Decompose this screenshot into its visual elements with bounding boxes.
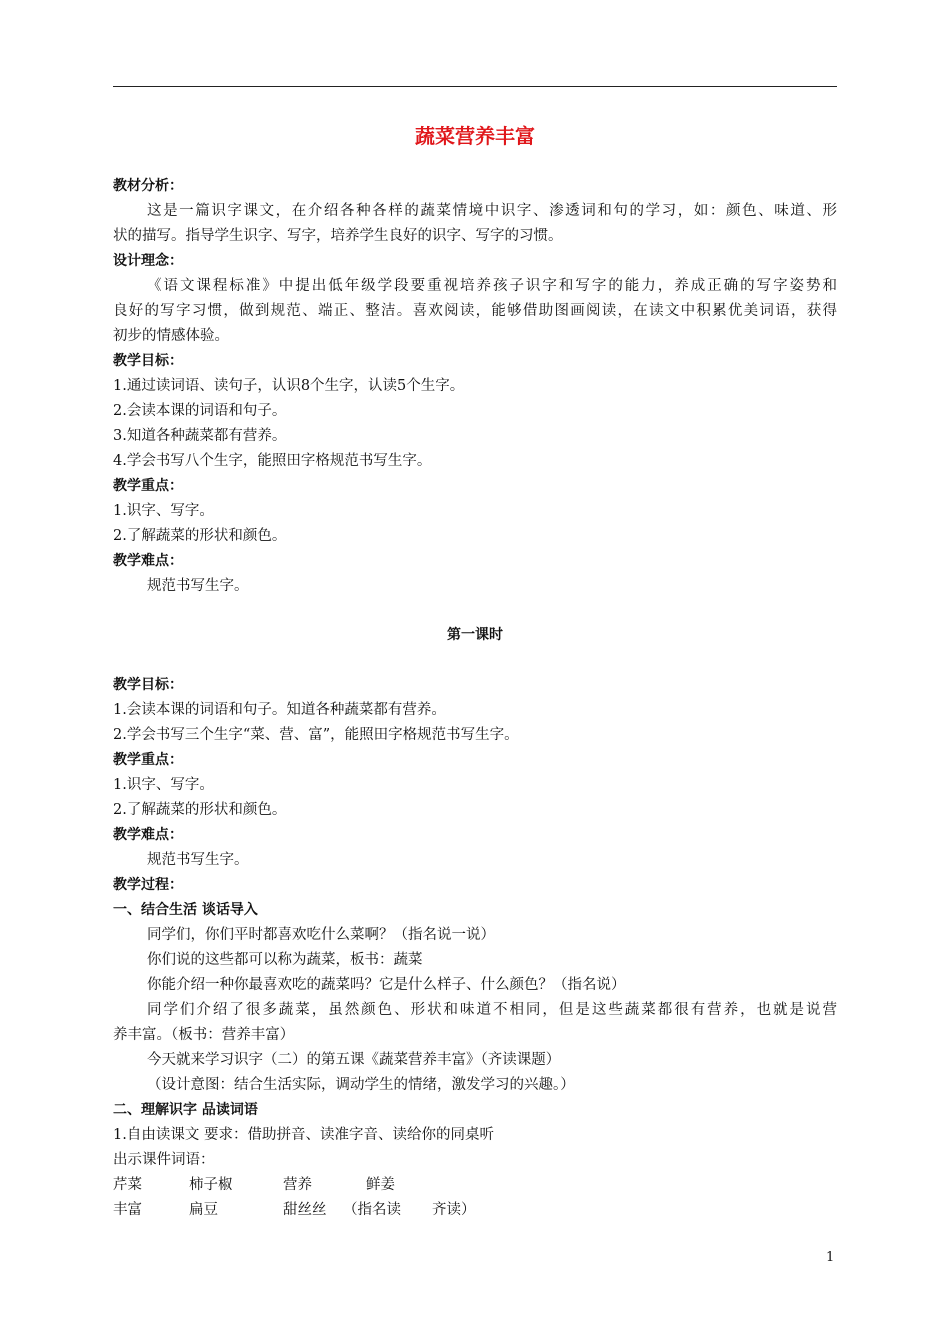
page-title: 蔬菜营养丰富 [415,124,535,148]
difficulty-heading: 教学难点： [113,553,183,569]
lesson-focus-heading: 教学重点： [113,752,183,768]
concept-line-3: 初步的情感体验。 [113,328,229,344]
concept-line-1: 《语文课程标准》中提出低年级学段要重视培养孩子识字和写字的能力，养成正确的写字姿势和 [147,278,837,294]
lesson-focus-item: 1.识字、写字。 [113,777,214,793]
concept-heading: 设计理念： [113,253,183,269]
part1-line: 同学们，你们平时都喜欢吃什么菜啊？（指名说一说） [147,927,495,943]
page-number: 1 [826,1250,835,1265]
word-item: （指名读 [343,1202,401,1218]
part1-line: 同学们介绍了很多蔬菜，虽然颜色、形状和味道不相同，但是这些蔬菜都很有营养，也就是说营 [147,1002,837,1018]
word-item: 甜丝丝 [283,1202,327,1218]
lesson-goals-heading: 教学目标： [113,677,183,693]
word-item: 扁豆 [189,1202,218,1218]
goal-item: 1.通过读词语、读句子，认识8个生字，认读5个生字。 [113,378,465,394]
lesson-focus-item: 2.了解蔬菜的形状和颜色。 [113,802,287,818]
part1-line: 你能介绍一种你最喜欢吃的蔬菜吗？它是什么样子、什么颜色？（指名说） [147,977,626,993]
lesson-difficulty-heading: 教学难点： [113,827,183,843]
part1-line: 今天就来学习识字（二）的第五课《蔬菜营养丰富》（齐读课题） [147,1052,561,1068]
word-item: 鲜姜 [366,1177,395,1193]
lesson-goal-item: 1.会读本课的词语和句子。知道各种蔬菜都有营养。 [113,702,446,718]
concept-line-2: 良好的写字习惯，做到规范、端正、整洁。喜欢阅读，能够借助图画阅读，在读文中积累优美词语，获得 [113,303,837,319]
word-item: 柿子椒 [189,1177,233,1193]
analysis-line-2: 状的描写。指导学生识字、写字，培养学生良好的识字、写字的习惯。 [113,228,563,244]
word-item: 丰富 [113,1202,142,1218]
part1-line: 你们说的这些都可以称为蔬菜，板书：蔬菜 [147,952,423,968]
word-item: 芹菜 [113,1177,142,1193]
part1-line: 养丰富。（板书：营养丰富） [113,1027,295,1043]
lesson-heading: 第一课时 [447,627,503,643]
focus-heading: 教学重点： [113,478,183,494]
part2-line: 出示课件词语： [113,1152,215,1168]
goal-item: 4.学会书写八个生字，能照田字格规范书写生字。 [113,453,432,469]
word-item: 齐读） [432,1202,476,1218]
analysis-heading: 教材分析： [113,178,183,194]
part1-heading: 一、结合生活 谈话导入 [113,902,258,918]
focus-item: 1.识字、写字。 [113,503,214,519]
goals-heading: 教学目标： [113,353,183,369]
process-heading: 教学过程： [113,877,183,893]
part1-line: （设计意图：结合生活实际，调动学生的情绪，激发学习的兴趣。） [147,1077,575,1093]
focus-item: 2.了解蔬菜的形状和颜色。 [113,528,287,544]
part2-line: 1.自由读课文 要求：借助拼音、读准字音、读给你的同桌听 [113,1127,494,1143]
part2-heading: 二、理解识字 品读词语 [113,1102,258,1118]
word-item: 营养 [283,1177,312,1193]
goal-item: 3.知道各种蔬菜都有营养。 [113,428,287,444]
header-rule [113,86,837,87]
difficulty-text: 规范书写生字。 [147,578,249,594]
goal-item: 2.会读本课的词语和句子。 [113,403,287,419]
lesson-goal-item: 2.学会书写三个生字“菜、营、富”，能照田字格规范书写生字。 [113,727,519,743]
lesson-difficulty-text: 规范书写生字。 [147,852,249,868]
analysis-line-1: 这是一篇识字课文，在介绍各种各样的蔬菜情境中识字、渗透词和句的学习，如：颜色、味道、形 [147,203,837,219]
